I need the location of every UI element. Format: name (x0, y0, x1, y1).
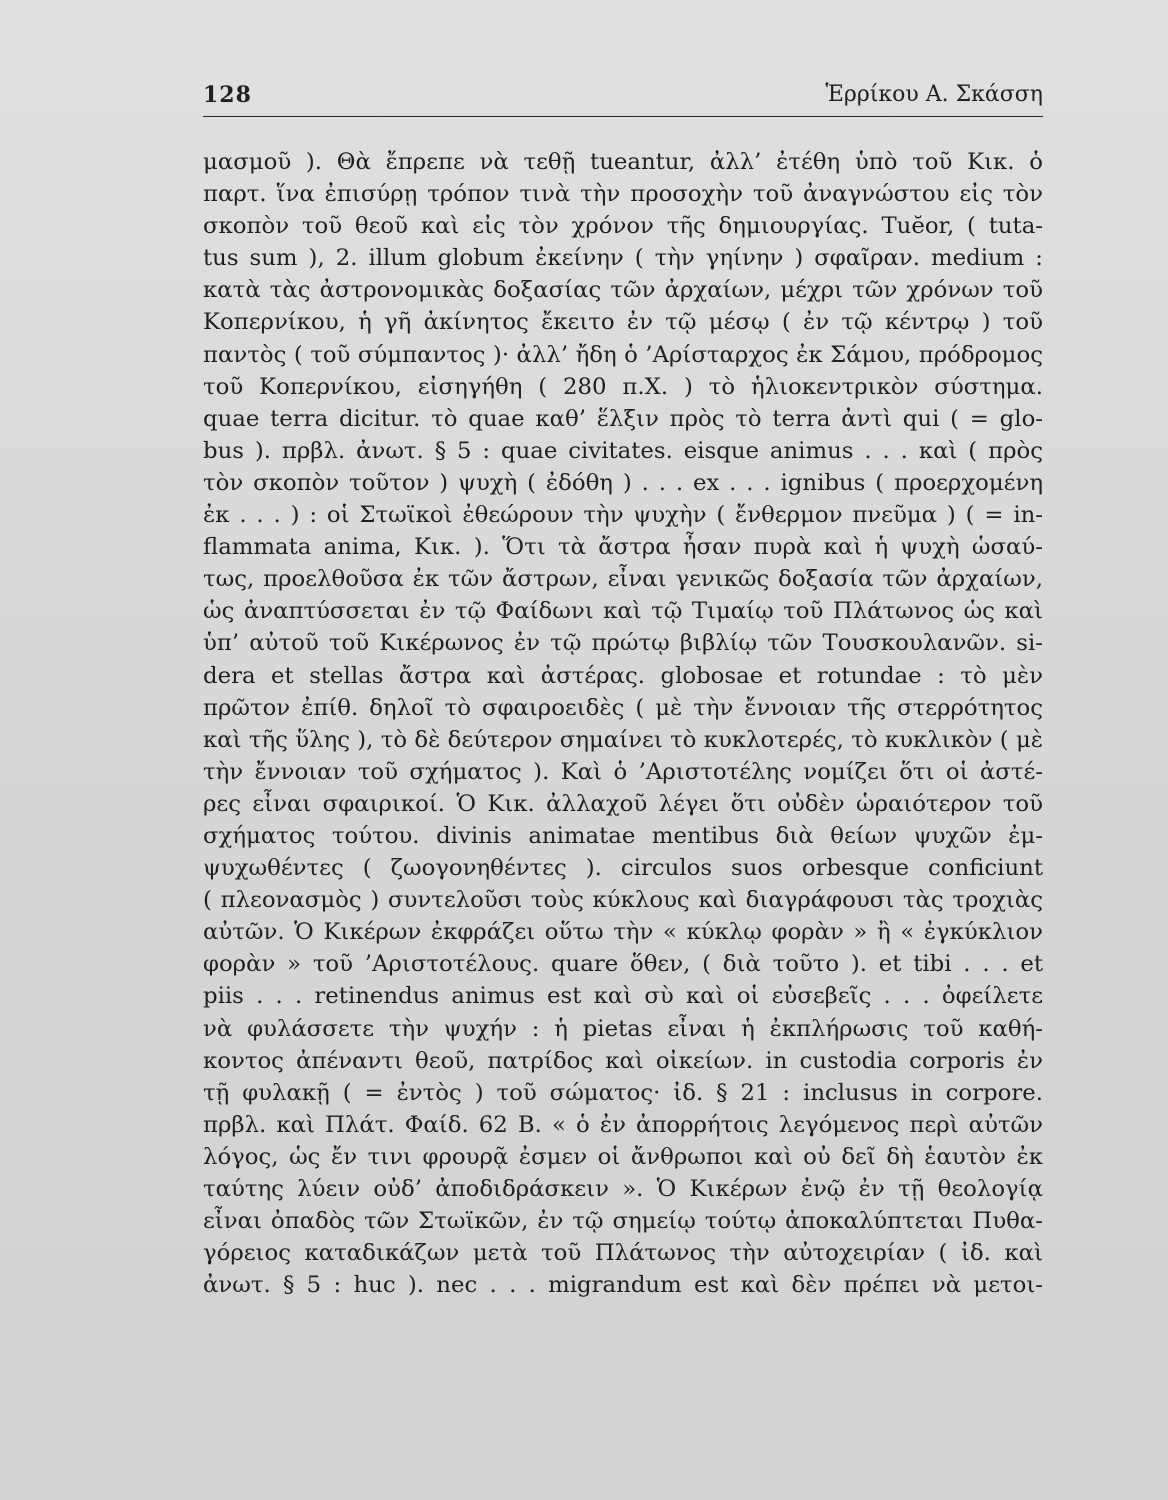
text-line: ρες εἶναι σφαιρικοί. Ὁ Κικ. ἀλλαχοῦ λέγει ὅτι οὐδὲν ὡραιότερον τοῦ (203, 790, 1043, 817)
text-line: νὰ φυλάσσετε τὴν ψυχήν : ἡ pietas εἶναι ἡ ἐκπλήρωσις τοῦ καθή- (203, 1015, 1043, 1042)
text-line: αὐτῶν. Ὁ Κικέρων ἐκφράζει οὕτω τὴν « κύκλῳ φορὰν » ἢ « ἐγκύκλιον (203, 919, 1043, 946)
text-line: τὴν ἔννοιαν τοῦ σχήματος ). Καὶ ὁ ’Αριστοτέλης νομίζει ὅτι οἱ ἀστέ- (203, 758, 1043, 785)
text-line: σχήματος τούτου. divinis animatae mentibus διὰ θείων ψυχῶν ἐμ- (203, 822, 1043, 849)
text-line: flammata anima, Κικ. ). Ὅτι τὰ ἄστρα ἦσαν πυρὰ καὶ ἡ ψυχὴ ὡσαύ- (203, 534, 1043, 561)
text-line: quae terra dicitur. τὸ quae καθ’ ἕλξιν πρὸς τὸ terra ἀντὶ qui ( = glo- (203, 405, 1043, 432)
text-line: ἀνωτ. § 5 : huc ). nec . . . migrandum est καὶ δὲν πρέπει νὰ μετοι- (203, 1272, 1043, 1299)
text-line: τὸν σκοπὸν τοῦτον ) ψυχὴ ( ἐδόθη ) . . . ex . . . ignibus ( προερχομένη (203, 469, 1043, 496)
text-line: τῇ φυλακῇ ( = ἐντὸς ) τοῦ σώματος· ἰδ. § 21 : inclusus in corpore. (203, 1079, 1043, 1106)
text-line: Κοπερνίκου, ἡ γῆ ἀκίνητος ἔκειτο ἐν τῷ μέσῳ ( ἐν τῷ κέντρῳ ) τοῦ (203, 309, 1043, 336)
text-line: εἶναι ὀπαδὸς τῶν Στωϊκῶν, ἐν τῷ σημείῳ τούτῳ ἀποκαλύπτεται Πυθα- (203, 1208, 1043, 1235)
text-line: ὡς ἀναπτύσσεται ἐν τῷ Φαίδωνι καὶ τῷ Τιμαίῳ τοῦ Πλάτωνος ὡς καὶ (203, 598, 1043, 625)
text-line: γόρειος καταδικάζων μετὰ τοῦ Πλάτωνος τὴν αὐτοχειρίαν ( ἰδ. καὶ (203, 1240, 1043, 1267)
running-head (203, 78, 1043, 117)
text-line: τως, προελθοῦσα ἐκ τῶν ἄστρων, εἶναι γενικῶς δοξασία τῶν ἀρχαίων, (203, 566, 1043, 593)
text-line: ταύτης λύειν οὐδ’ ἀποδιδράσκειν ». Ὁ Κικέρων ἐνῷ ἐν τῇ θεολογίᾳ (203, 1176, 1043, 1202)
text-line: κατὰ τὰς ἀστρονομικὰς δοξασίας τῶν ἀρχαίων, μέχρι τῶν χρόνων τοῦ (203, 277, 1043, 304)
text-line: ὑπ’ αὐτοῦ τοῦ Κικέρωνος ἐν τῷ πρώτῳ βιβλίῳ τῶν Τουσκουλανῶν. si- (203, 630, 1043, 657)
text-line: piis . . . retinendus animus est καὶ σὺ καὶ οἱ εὐσεβεῖς . . . ὀφείλετε (203, 983, 1043, 1010)
text-line: λόγος, ὡς ἔν τινι φρουρᾷ ἐσμεν οἱ ἄνθρωποι καὶ οὐ δεῖ δὴ ἑαυτὸν ἐκ (203, 1143, 1043, 1170)
text-line: φορὰν » τοῦ ’Αριστοτέλους. quare ὅθεν, ( διὰ τοῦτο ). et tibi . . . et (203, 951, 1043, 978)
text-line: πρῶτον ἐπίθ. δηλοῖ τὸ σφαιροειδὲς ( μὲ τὴν ἔννοιαν τῆς στερρότητος (203, 694, 1043, 721)
text-line: tus sum ), 2. illum globum ἐκείνην ( τὴν γηίνην ) σφαῖραν. medium : (203, 245, 1043, 272)
text-line: μασμοῦ ). Θὰ ἔπρεπε νὰ τεθῇ tueantur, ἀλλ’ ἐτέθη ὑπὸ τοῦ Κικ. ὁ (203, 149, 1043, 175)
page-number: 128 (203, 82, 252, 108)
text-line: κοντος ἀπέναντι θεοῦ, πατρίδος καὶ οἰκείων. in custodia corporis ἐν (203, 1047, 1043, 1074)
text-line: πρβλ. καὶ Πλάτ. Φαίδ. 62 Β. « ὁ ἐν ἀπορρήτοις λεγόμενος περὶ αὐτῶν (203, 1111, 1043, 1138)
text-line: ἐκ . . . ) : οἱ Στωϊκοὶ ἐθεώρουν τὴν ψυχὴν ( ἔνθερμον πνεῦμα ) ( = in- (203, 502, 1043, 529)
text-line (203, 1301, 1043, 1333)
text-line: τοῦ Κοπερνίκου, εἰσηγήθη ( 280 π.Χ. ) τὸ ἡλιοκεντρικὸν σύστημα. (203, 373, 1043, 400)
running-title: Ἑρρίκου Α. Σκάσση (825, 82, 1043, 107)
text-line: παντὸς ( τοῦ σύμπαντος )· ἀλλ’ ἤδη ὁ ’Αρίσταρχος ἐκ Σάμου, πρόδρομος (203, 341, 1043, 368)
text-line: ( πλεονασμὸς ) συντελοῦσι τοὺς κύκλους καὶ διαγράφουσι τὰς τροχιὰς (203, 887, 1043, 914)
text-line: ψυχωθέντες ( ζωογονηθέντες ). circulos suos orbesque conficiunt (203, 855, 1043, 882)
text-line: παρτ. ἵνα ἐπισύρῃ τρόπον τινὰ τὴν προσοχὴν τοῦ ἀναγνώστου εἰς τὸν (203, 181, 1043, 208)
text-line: dera et stellas ἄστρα καὶ ἀστέρας. globosae et rotundae : τὸ μὲν (203, 662, 1043, 689)
text-line: σκοπὸν τοῦ θεοῦ καὶ εἰς τὸν χρόνον τῆς δημιουργίας. Tuĕor, ( tuta- (203, 213, 1043, 240)
text-line: bus ). πρβλ. ἀνωτ. § 5 : quae civitates. eisque animus . . . καὶ ( πρὸς (203, 437, 1043, 464)
commentary-text (203, 146, 1043, 1333)
text-line: καὶ τῆς ὕλης ), τὸ δὲ δεύτερον σημαίνει τὸ κυκλοτερές, τὸ κυκλικὸν ( μὲ (203, 726, 1043, 753)
